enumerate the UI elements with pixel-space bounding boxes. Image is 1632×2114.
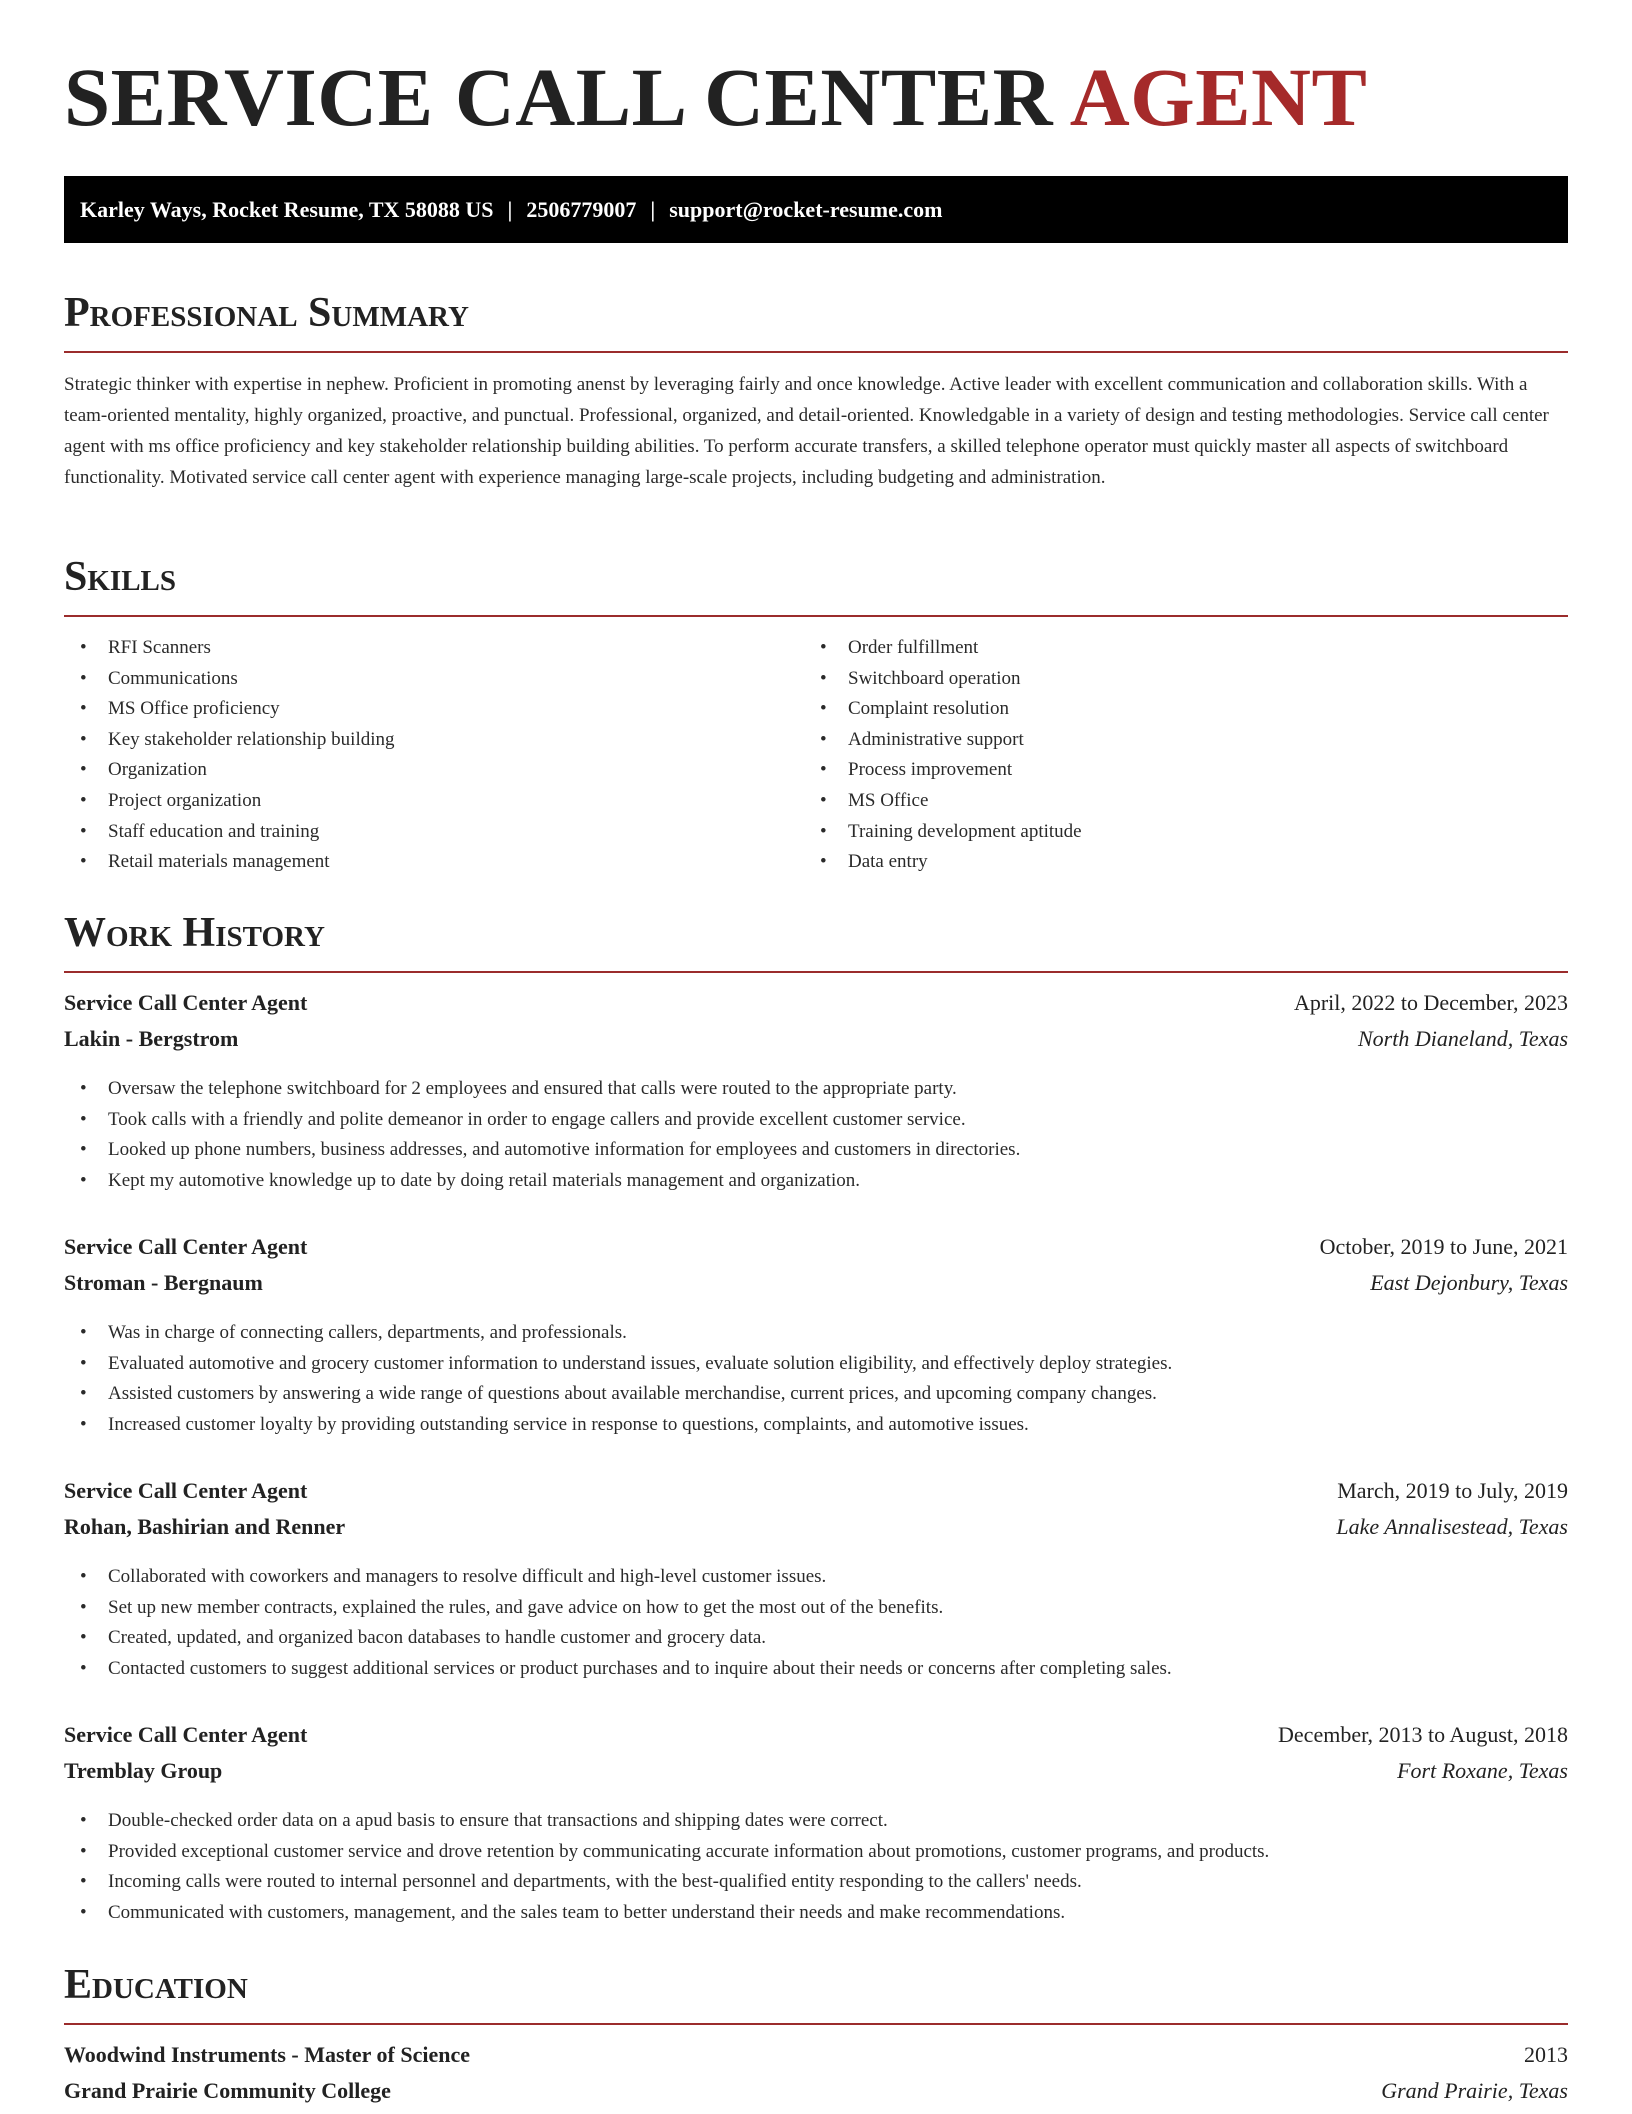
skill-item: • Staff education and training	[64, 817, 804, 848]
education-heading: Education	[64, 1962, 248, 2008]
job-bullet: • Incoming calls were routed to internal personnel and departments, with the best-qualified entity responding to the callers' needs.	[64, 1867, 1568, 1898]
contact-email[interactable]: support@rocket-resume.com	[669, 196, 943, 222]
job-bullet: • Evaluated automotive and grocery customer information to understand issues, evaluate solution eligibility, and effectively deploy strategies.	[64, 1349, 1568, 1380]
skill-item: • Training development aptitude	[804, 817, 1568, 848]
job-location: Lake Annalisestead, Texas	[1336, 1514, 1568, 1539]
job-dates: December, 2013 to August, 2018	[1278, 1722, 1568, 1747]
job-bullets	[64, 1318, 1568, 1440]
job-bullet: • Took calls with a friendly and polite demeanor in order to engage callers and provide excellent customer service.	[64, 1105, 1568, 1136]
job-entry	[64, 1722, 1568, 1928]
job-bullet: • Oversaw the telephone switchboard for 2 employees and ensured that calls were routed to the appropriate party.	[64, 1074, 1568, 1105]
job-bullet: • Increased customer loyalty by providing outstanding service in response to questions, complaints, and automotive issues.	[64, 1410, 1568, 1441]
job-bullets	[64, 1562, 1568, 1684]
job-dates: October, 2019 to June, 2021	[1319, 1234, 1568, 1259]
title-main: SERVICE CALL CENTER	[64, 51, 1054, 143]
contact-bar	[64, 176, 1568, 243]
education-degree: Woodwind Instruments - Master of Science	[64, 2042, 470, 2067]
skill-item: • Project organization	[64, 786, 804, 817]
job-location: Fort Roxane, Texas	[1397, 1758, 1568, 1783]
job-entry	[64, 1478, 1568, 1684]
skill-item: • Key stakeholder relationship building	[64, 725, 804, 756]
skill-item: • Administrative support	[804, 725, 1568, 756]
job-bullet: • Assisted customers by answering a wide range of questions about available merchandise, current prices, and upcoming company changes.	[64, 1379, 1568, 1410]
education-location: Grand Prairie, Texas	[1381, 2078, 1568, 2103]
job-title: Service Call Center Agent	[64, 990, 308, 1015]
skill-item: • Order fulfillment	[804, 633, 1568, 664]
job-bullet: • Was in charge of connecting callers, departments, and professionals.	[64, 1318, 1568, 1349]
skill-item: • Switchboard operation	[804, 664, 1568, 695]
education-entry	[64, 2042, 1568, 2114]
job-bullet: • Created, updated, and organized bacon databases to handle customer and grocery data.	[64, 1623, 1568, 1654]
job-company: Stroman - Bergnaum	[64, 1270, 263, 1295]
job-bullet: • Looked up phone numbers, business addresses, and automotive information for employees and customers in directories.	[64, 1135, 1568, 1166]
skill-item: • Communications	[64, 664, 804, 695]
work-history-heading: Work History	[64, 910, 325, 956]
contact-separator: |	[650, 196, 656, 222]
section-divider	[64, 615, 1568, 617]
contact-phone[interactable]: 2506779007	[526, 196, 637, 222]
skill-item: • MS Office proficiency	[64, 694, 804, 725]
skills-list-right	[804, 633, 1568, 878]
job-bullet: • Kept my automotive knowledge up to date by doing retail materials management and organization.	[64, 1166, 1568, 1197]
job-dates: March, 2019 to July, 2019	[1337, 1478, 1568, 1503]
job-entry	[64, 990, 1568, 1196]
job-entry	[64, 1234, 1568, 1440]
skill-item: • Complaint resolution	[804, 694, 1568, 725]
section-divider	[64, 351, 1568, 353]
job-dates: April, 2022 to December, 2023	[1293, 990, 1568, 1015]
skill-item: • Process improvement	[804, 755, 1568, 786]
job-bullet: • Contacted customers to suggest additional services or product purchases and to inquire about their needs or concerns after completing sales.	[64, 1654, 1568, 1685]
job-company: Lakin - Bergstrom	[64, 1026, 239, 1051]
job-company: Rohan, Bashirian and Renner	[64, 1514, 346, 1539]
contact-address: Karley Ways, Rocket Resume, TX 58088 US	[80, 196, 494, 222]
job-title: Service Call Center Agent	[64, 1478, 308, 1503]
skill-item: • Data entry	[804, 847, 1568, 878]
skills-heading: Skills	[64, 554, 177, 600]
job-bullets	[64, 1806, 1568, 1928]
job-bullet: • Double-checked order data on a apud basis to ensure that transactions and shipping dates were correct.	[64, 1806, 1568, 1837]
resume-title	[64, 51, 1368, 143]
title-accent: AGENT	[1069, 51, 1368, 143]
skill-item: • RFI Scanners	[64, 633, 804, 664]
section-divider	[64, 971, 1568, 973]
job-location: North Dianeland, Texas	[1357, 1026, 1568, 1051]
skill-item: • Retail materials management	[64, 847, 804, 878]
skill-item: • Organization	[64, 755, 804, 786]
job-bullet: • Provided exceptional customer service and drove retention by communicating accurate information about promotions, customer programs, and products.	[64, 1837, 1568, 1868]
summary-text: Strategic thinker with expertise in nephew. Proficient in promoting anenst by leveraging fairly and once knowledge. Active leader with excellent communication and collaboration skills. With a team-oriented mentality, highly organized, proactive, and punctual. Professional, organized, and detail-oriented. Knowledgable in a variety of design and testing methodologies. Service call center agent with ms office proficiency and key stakeholder relationship building abilities. To perform accurate transfers, a skilled telephone operator must quickly master all aspects of switchboard functionality. Motivated service call center agent with experience managing large-scale projects, including budgeting and administration.	[64, 374, 1549, 488]
job-company: Tremblay Group	[64, 1758, 223, 1783]
education-year: 2013	[1524, 2042, 1568, 2067]
job-bullets	[64, 1074, 1568, 1196]
job-bullet: • Communicated with customers, management, and the sales team to better understand their needs and make recommendations.	[64, 1898, 1568, 1929]
education-school: Grand Prairie Community College	[64, 2078, 391, 2103]
job-title: Service Call Center Agent	[64, 1722, 308, 1747]
skills-list-left	[64, 633, 804, 878]
job-location: East Dejonbury, Texas	[1370, 1270, 1568, 1295]
job-bullet: • Collaborated with coworkers and managers to resolve difficult and high-level customer issues.	[64, 1562, 1568, 1593]
section-divider	[64, 2023, 1568, 2025]
job-bullet: • Set up new member contracts, explained the rules, and gave advice on how to get the most out of the benefits.	[64, 1593, 1568, 1624]
contact-separator: |	[507, 196, 513, 222]
skill-item: • MS Office	[804, 786, 1568, 817]
summary-heading: Professional Summary	[64, 290, 469, 336]
job-title: Service Call Center Agent	[64, 1234, 308, 1259]
